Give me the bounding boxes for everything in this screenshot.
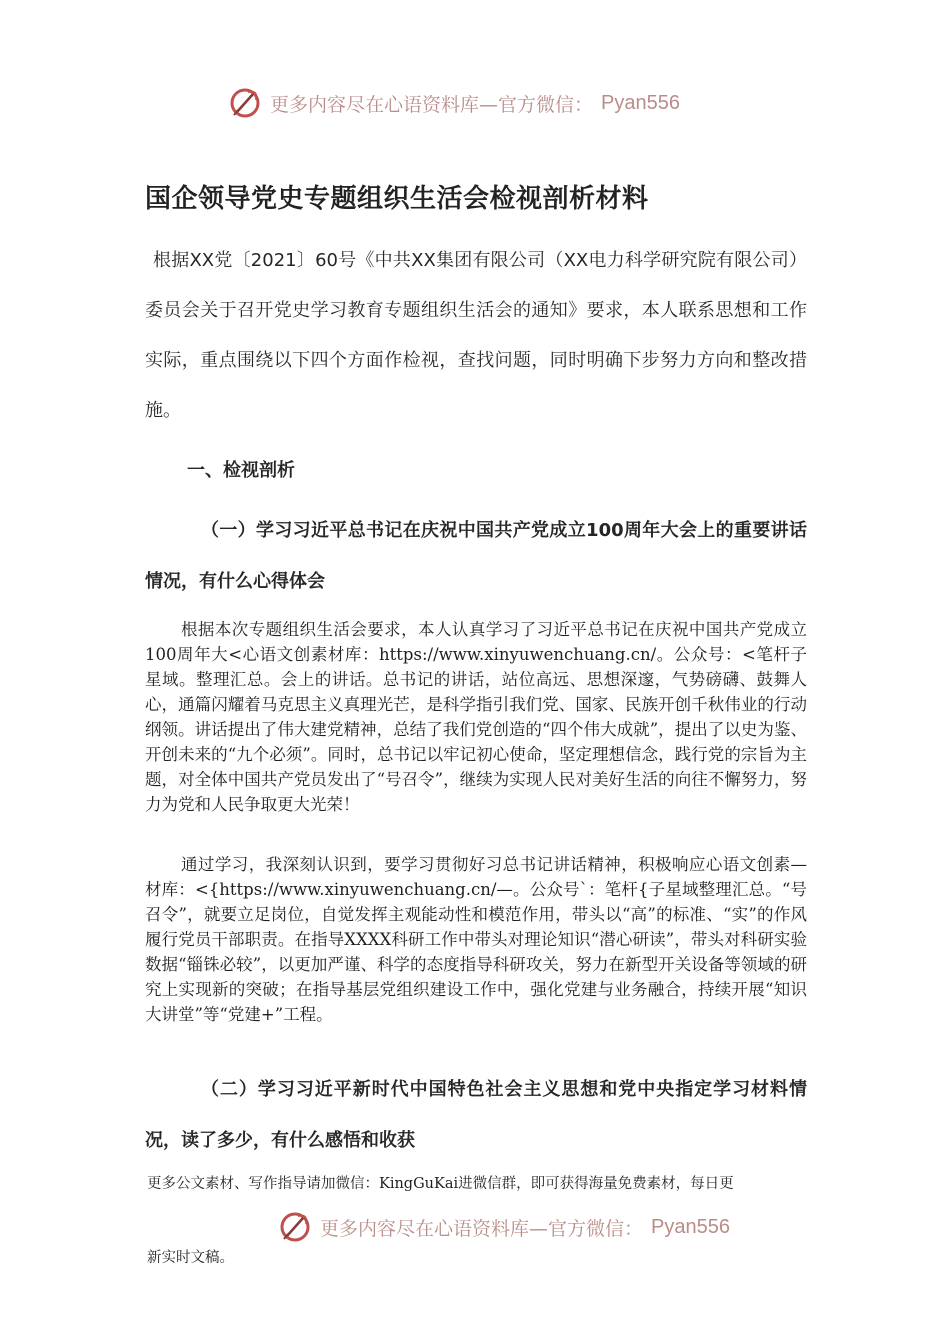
section-heading-1: 一、检视剖析	[187, 460, 295, 481]
body-paragraph-2: 通过学习，我深刻认识到，要学习贯彻好习总书记讲话精神，积极响应心语文创素—材库：<{https://www.xinyuwenchuang.cn/—。公众号`：笔杆{子星域整理汇总。“号召令”，就要立足岗位，自觉发挥主观能动性和模范作用，带头以“高”的标准、“实”的作风履行党员干部职责。在指导XXXX科研工作中带头对理论知识“潜心研读”，带头对科研实验数据“锱铢必较”，以更加严谨、科学的态度指导科研攻关，努力在新型开关设备等领域的研究上实现新的突破；在指导基层党组织建设工作中，强化党建与业务融合，持续开展“知识大讲堂”等“党建+”工程。	[145, 855, 807, 1024]
body-paragraph-1: 根据本次专题组织生活会要求，本人认真学习了习近平总书记在庆祝中国共产党成立100周年大<心语文创素材库：https://www.xinyuwenchuang.cn/。公众号：<笔杆子星域。整理汇总。会上的讲话。总书记的讲话，站位高远、思想深邃，气势磅礴、鼓舞人心，通篇闪耀着马克思主义真理光芒，是科学指引我们党、国家、民族开创千秋伟业的行动纲领。讲话提出了伟大建党精神，总结了我们党创造的“四个伟大成就”，提出了以史为鉴、开创未来的“九个必须”。同时，总书记以牢记初心使命，坚定理想信念，践行党的宗旨为主题，对全体中国共产党员发出了“号召令”，继续为实现人民对美好生活的向往不懈努力，努力为党和人民争取更大光荣！	[145, 620, 807, 814]
footer-banner	[278, 1210, 730, 1244]
quill-logo-icon	[228, 86, 262, 120]
quill-logo-icon	[278, 1210, 312, 1244]
subsection-heading-1: （一）学习习近平总书记在庆祝中国共产党成立100周年大会上的重要讲话情况，有什么心得体会	[145, 520, 807, 592]
banner-text: 更多内容尽在心语资料库—官方微信：	[270, 93, 594, 116]
banner-text: 更多内容尽在心语资料库—官方微信：	[320, 1217, 644, 1240]
banner-wechat-id: Pyan556	[651, 1215, 730, 1238]
document-title: 国企领导党史专题组织生活会检视剖析材料	[145, 184, 649, 214]
header-banner	[228, 86, 680, 120]
lead-paragraph: 根据XX党〔2021〕60号《中共XX集团有限公司（XX电力科学研究院有限公司）委员会关于召开党史学习教育专题组织生活会的通知》要求，本人联系思想和工作实际，重点围绕以下四个方面作检视，查找问题，同时明确下步努力方向和整改措施。	[145, 250, 807, 421]
subsection-heading-2: （二）学习习近平新时代中国特色社会主义思想和党中央指定学习材料情况，读了多少，有什么感悟和收获	[145, 1079, 807, 1151]
footer-promo-line-2: 新实时文稿。	[147, 1250, 234, 1266]
footer-promo-line-1: 更多公文素材、写作指导请加微信：KingGuKai进微信群，即可获得海量免费素材，每日更	[147, 1176, 734, 1192]
banner-wechat-id: Pyan556	[601, 91, 680, 114]
